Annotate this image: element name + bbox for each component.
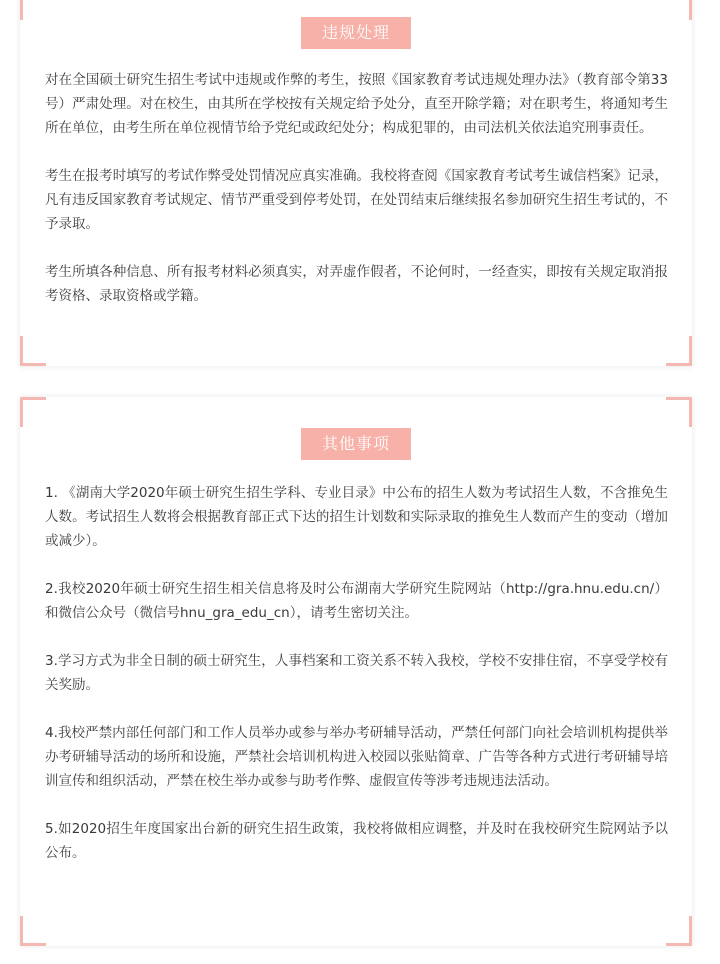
- corner-decoration: [20, 916, 46, 946]
- list-item: 5.如2020招生年度国家出台新的研究生招生政策，我校将做相应调整，并及时在我校研究生院网站予以公布。: [45, 821, 668, 861]
- list-item: 1. 《湖南大学2020年硕士研究生招生学科、专业目录》中公布的招生人数为考试招生人数，不含推免生人数。考试招生人数将会根据教育部正式下达的招生计划数和实际录取的推免生人数而产生的变动（增加或减少）。: [45, 485, 668, 549]
- section-title: 违规处理: [301, 17, 411, 49]
- list-item: 4.我校严禁内部任何部门和工作人员举办或参与举办考研辅导活动，严禁任何部门向社会培训机构提供举办考研辅导活动的场所和设施，严禁社会培训机构进入校园以张贴简章、广告等各种方式进行考研辅导培训宣传和组织活动，严禁在校生举办或参与助考作弊、虚假宣传等涉考违规违法活动。: [45, 725, 668, 789]
- list-item: 3.学习方式为非全日制的硕士研究生，人事档案和工资关系不转入我校，学校不安排住宿，不享受学校有关奖励。: [45, 653, 668, 693]
- paragraph: 考生所填各种信息、所有报考材料必须真实，对弄虚作假者，不论何时，一经查实，即按有关规定取消报考资格、录取资格或学籍。: [45, 264, 668, 304]
- paragraph: 考生在报考时填写的考试作弊受处罚情况应真实准确。我校将查阅《国家教育考试考生诚信档案》记录，凡有违反国家教育考试规定、情节严重受到停考处罚，在处罚结束后继续报名参加研究生招生考试的，不予录取。: [45, 168, 668, 232]
- list-item: 2.我校2020年硕士研究生招生相关信息将及时公布湖南大学研究生院网站（http://gra.hnu.edu.cn/）和微信公众号（微信号hnu_gra_edu_cn），请考生密切关注。: [45, 581, 668, 621]
- corner-decoration: [20, 0, 46, 20]
- corner-decoration: [20, 336, 46, 366]
- corner-decoration: [20, 397, 46, 427]
- section-other-matters: [20, 397, 692, 946]
- corner-decoration: [666, 397, 692, 427]
- corner-decoration: [666, 0, 692, 20]
- paragraph: 对在全国硕士研究生招生考试中违规或作弊的考生，按照《国家教育考试违规处理办法》（教育部令第33号）严肃处理。对在校生，由其所在学校按有关规定给予处分，直至开除学籍；对在职考生，将通知考生所在单位，由考生所在单位视情节给予党纪或政纪处分；构成犯罪的，由司法机关依法追究刑事责任。: [45, 72, 668, 136]
- section-title: 其他事项: [301, 428, 411, 460]
- section-violations: [20, 0, 692, 366]
- section-body: [45, 68, 668, 308]
- corner-decoration: [666, 336, 692, 366]
- section-body: [45, 481, 668, 865]
- corner-decoration: [666, 916, 692, 946]
